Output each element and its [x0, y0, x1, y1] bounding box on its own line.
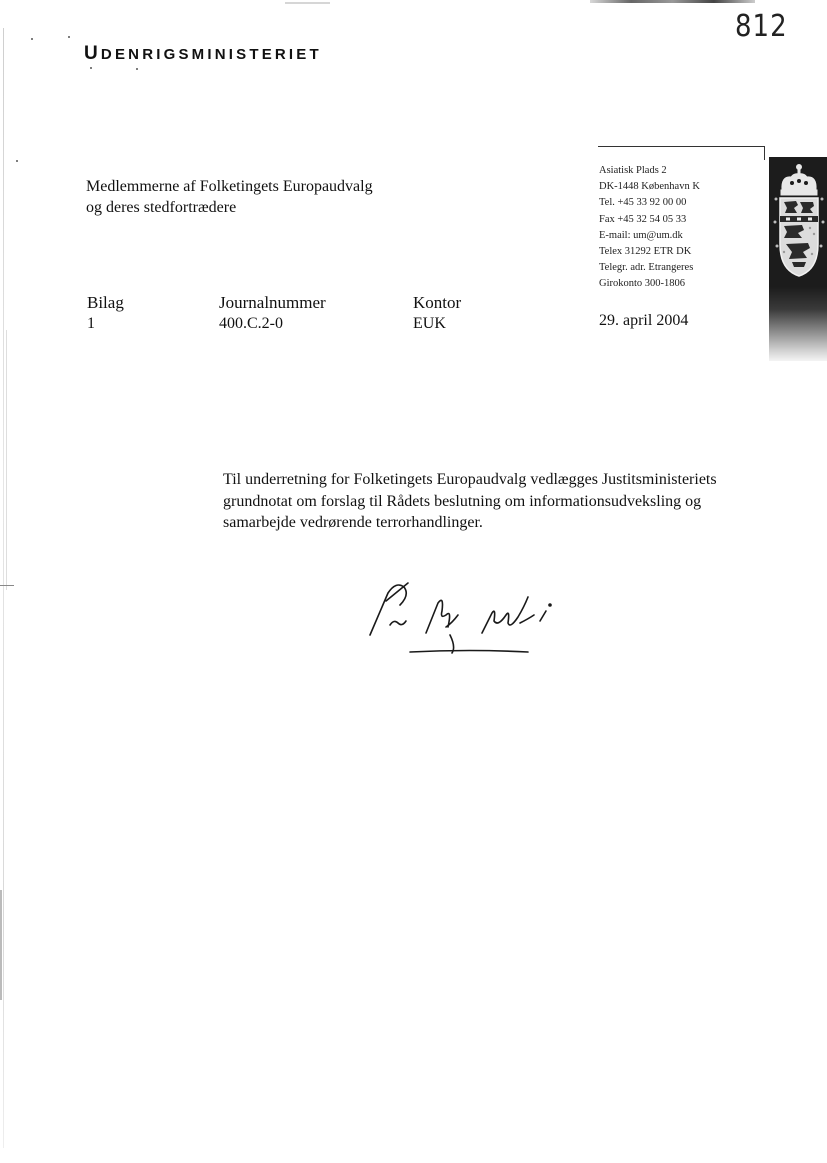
scan-dot	[136, 68, 138, 70]
address-tel: Tel. +45 33 92 00 00	[599, 197, 687, 209]
body-line: Til underretning for Folketingets Europaudvalg vedlægges Justitsministeriets	[223, 471, 717, 488]
scan-mark	[0, 890, 2, 1000]
attachment-value: 1	[87, 315, 95, 332]
scan-dot	[90, 67, 92, 69]
address-postal: DK-1448 København K	[599, 181, 700, 193]
journal-label: Journalnummer	[219, 293, 326, 312]
scan-dot	[68, 36, 70, 38]
address-rule	[598, 146, 764, 147]
scan-smudge	[285, 2, 330, 4]
ministry-initial: U	[84, 43, 101, 64]
address-fax: Fax +45 32 54 05 33	[599, 213, 687, 225]
office-column	[413, 292, 461, 334]
office-label: Kontor	[413, 293, 462, 312]
scan-dot	[16, 160, 18, 162]
address-rule	[764, 146, 765, 160]
address-block	[599, 163, 700, 293]
recipient-line: og deres stedfortrædere	[86, 199, 237, 216]
handwritten-signature	[360, 575, 570, 660]
journal-value: 400.C.2-0	[219, 315, 283, 332]
address-email: E-mail: um@um.dk	[599, 229, 683, 241]
page-number: 812	[735, 9, 788, 45]
body-line: grundnotat om forslag til Rådets beslutning om informationsudveksling og	[223, 492, 702, 510]
attachment-column	[87, 292, 124, 334]
letter-body	[223, 469, 763, 534]
scan-edge	[3, 28, 4, 1148]
ministry-rest: DENRIGSMINISTERIET	[100, 46, 322, 63]
danish-coat-of-arms-icon	[772, 162, 826, 280]
ministry-name	[84, 43, 322, 65]
journal-column	[219, 292, 326, 334]
letter-date: 29. april 2004	[599, 312, 689, 329]
office-value: EUK	[413, 315, 446, 332]
scan-mark	[0, 585, 14, 586]
body-line: samarbejde vedrørende terrorhandlinger.	[223, 514, 483, 531]
scan-smudge	[590, 0, 755, 3]
recipient-line: Medlemmerne af Folketingets Europaudvalg	[86, 178, 373, 195]
attachment-label: Bilag	[87, 293, 124, 312]
address-giro: Girokonto 300-1806	[599, 278, 686, 290]
address-telex: Telex 31292 ETR DK	[599, 246, 692, 258]
address-street: Asiatisk Plads 2	[599, 165, 667, 176]
scan-edge	[6, 330, 7, 590]
recipient-block	[86, 176, 373, 218]
scan-dot	[31, 38, 33, 40]
address-telegr: Telegr. adr. Etrangeres	[599, 262, 694, 274]
coat-of-arms-strip-fade	[769, 287, 827, 361]
